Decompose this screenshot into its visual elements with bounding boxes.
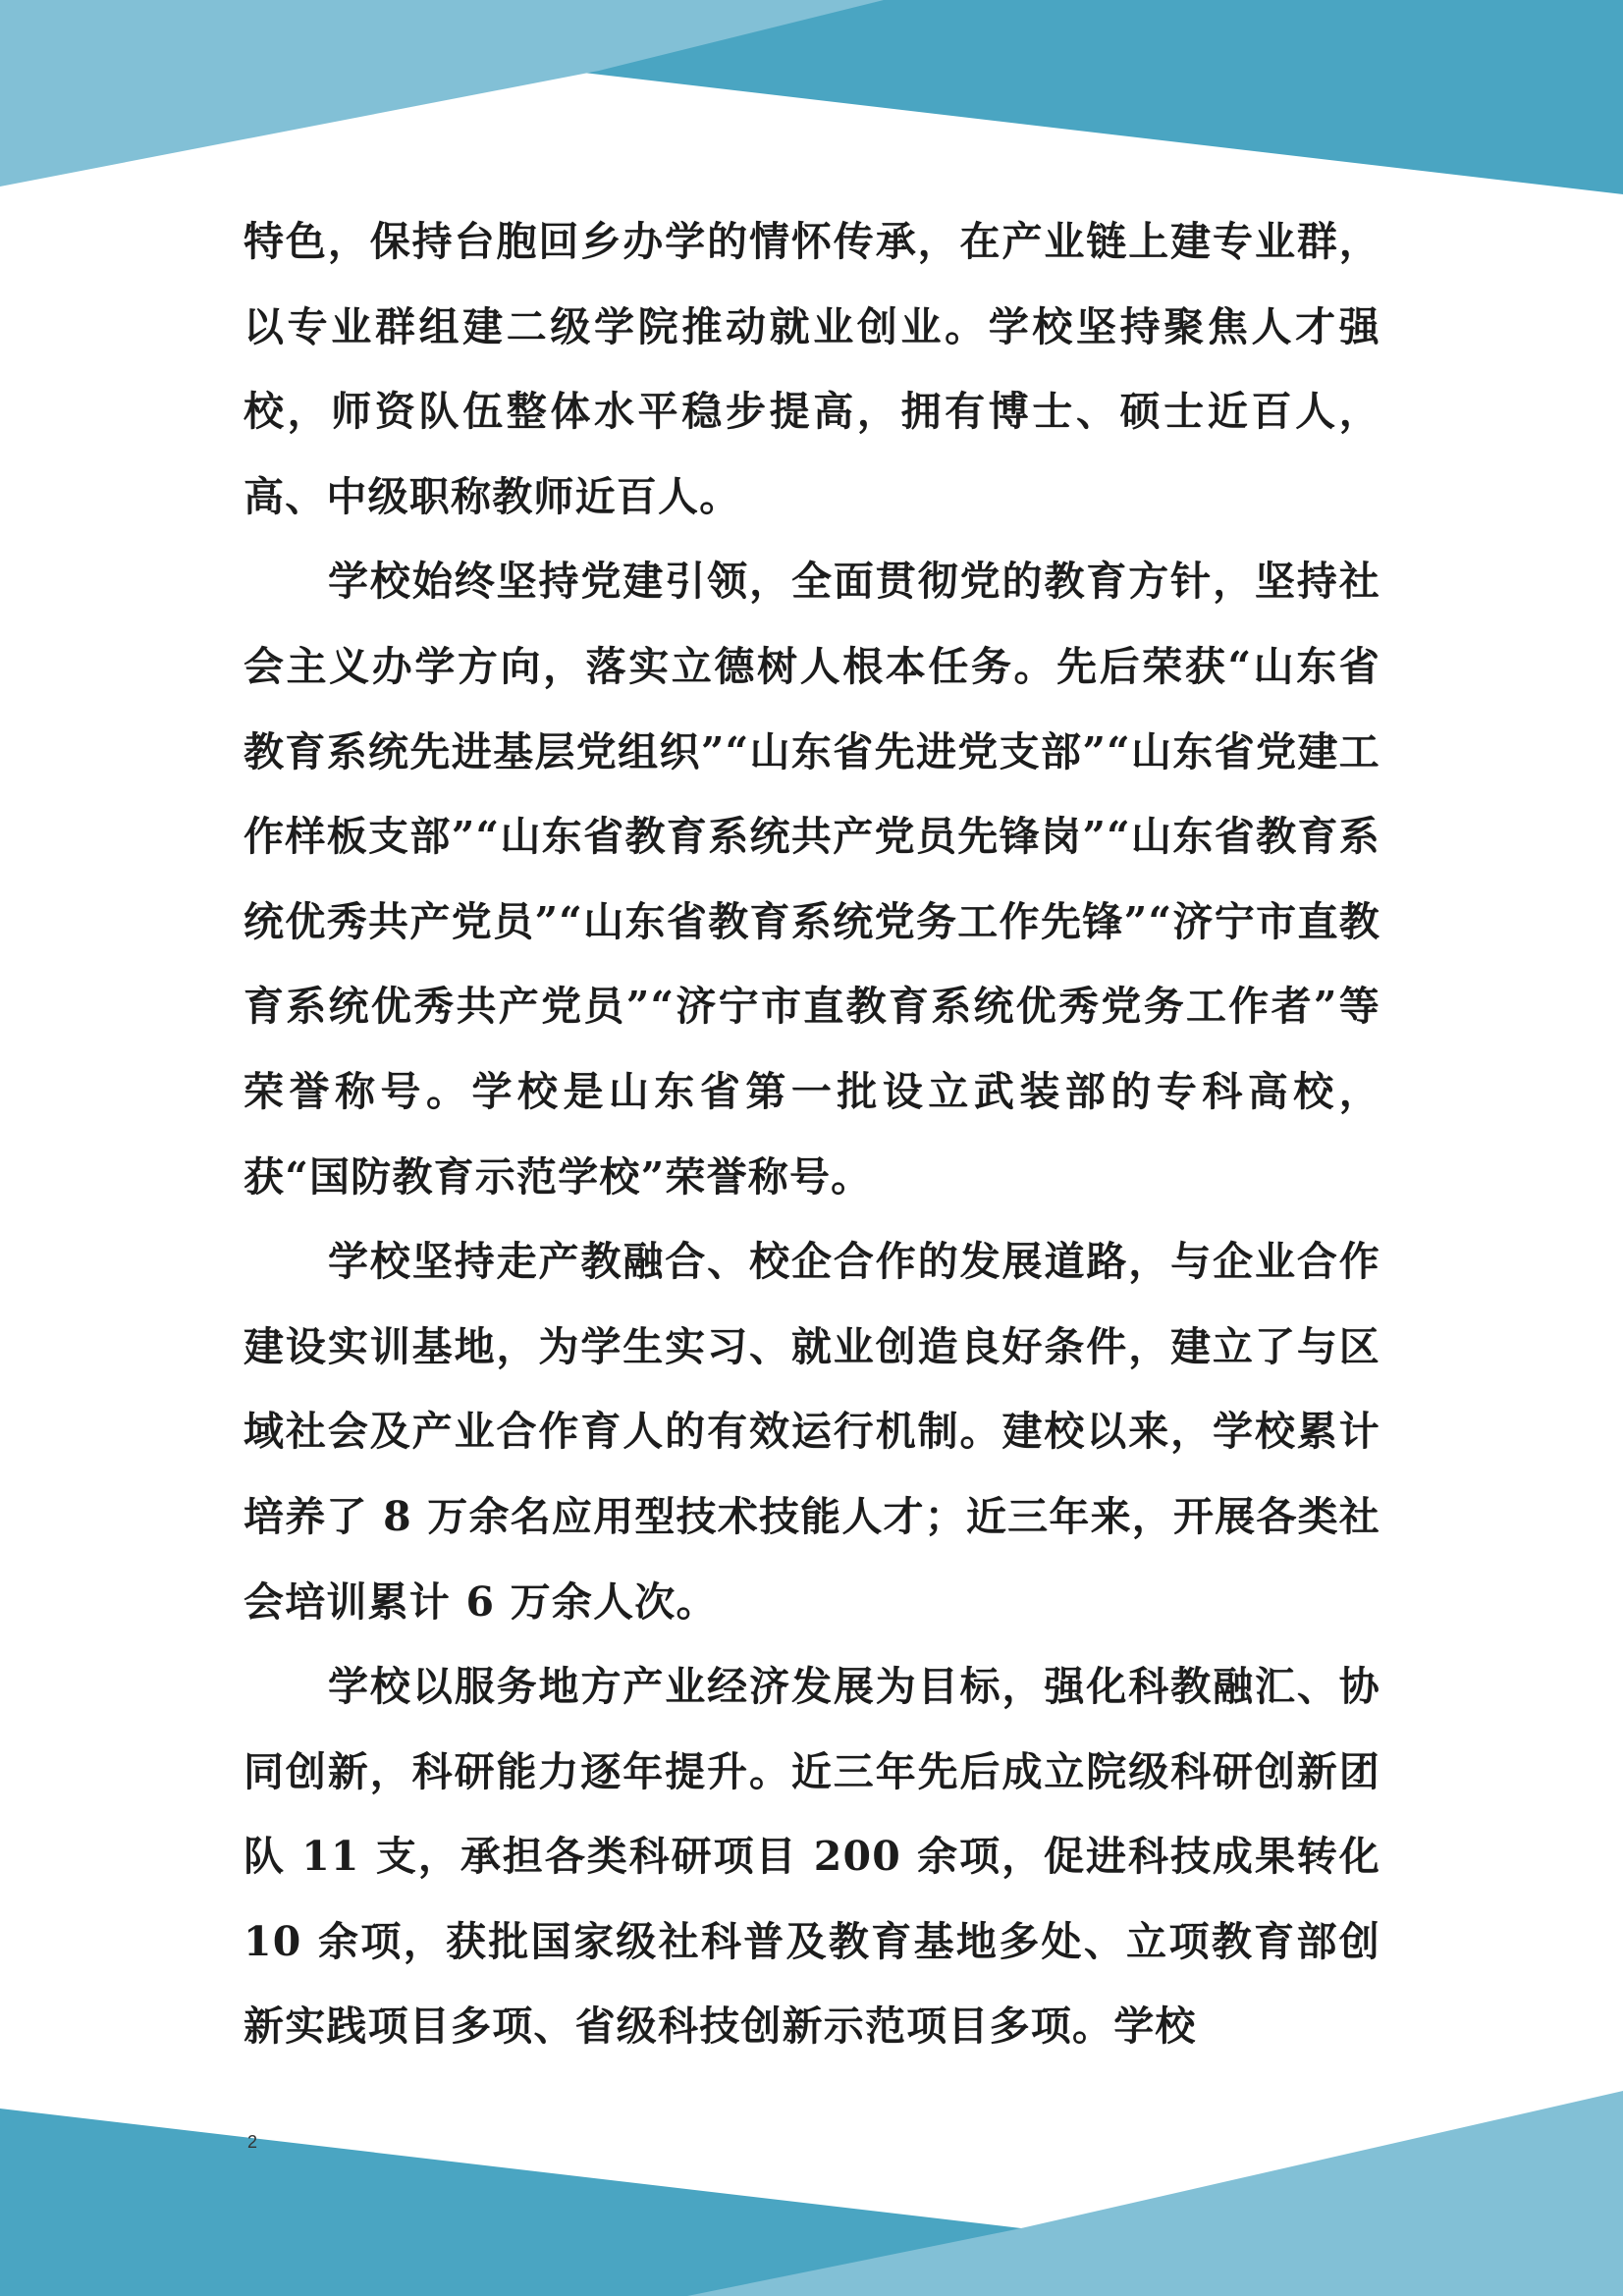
document-body [243, 199, 1380, 2069]
page-number: 2 [247, 2132, 258, 2152]
paragraph-2: 学校始终坚持党建引领，全面贯彻党的教育方针，坚持社会主义办学方向，落实立德树人根本任务。先后荣获“山东省教育系统先进基层党组织”“山东省先进党支部”“山东省党建工作样板支部”“山东省教育系统共产党员先锋岗”“山东省教育系统优秀共产党员”“山东省教育系统党务工作先锋”“济宁市直教育系统优秀共产党员”“济宁市直教育系统优秀党务工作者”等荣誉称号。学校是山东省第一批设立武装部的专科高校，获“国防教育示范学校”荣誉称号。 [243, 558, 1380, 1201]
top-band-light [0, 0, 884, 187]
paragraph-4: 学校以服务地方产业经济发展为目标，强化科教融汇、协同创新，科研能力逐年提升。近三年先后成立院级科研创新团队 11 支，承担各类科研项目 200 余项，促进科技成果转化 10 余项，获批国家级社科普及教育基地多处、立项教育部创新实践项目多项、省级科技创新示范项目多项。学校 [243, 1663, 1380, 2051]
bottom-decorative-band [0, 2091, 1623, 2296]
top-decorative-band [0, 0, 1623, 196]
paragraph-3: 学校坚持走产教融合、校企合作的发展道路，与企业合作建设实训基地，为学生实习、就业创造良好条件，建立了与区域社会及产业合作育人的有效运行机制。建校以来，学校累计培养了 8 万余名应用型技术技能人才；近三年来，开展各类社会培训累计 6 万余人次。 [243, 1238, 1380, 1626]
paragraph-1: 特色，保持台胞回乡办学的情怀传承，在产业链上建专业群，以专业群组建二级学院推动就业创业。学校坚持聚焦人才强校，师资队伍整体水平稳步提高，拥有博士、硕士近百人，高、中级职称教师近百人。 [243, 218, 1380, 520]
